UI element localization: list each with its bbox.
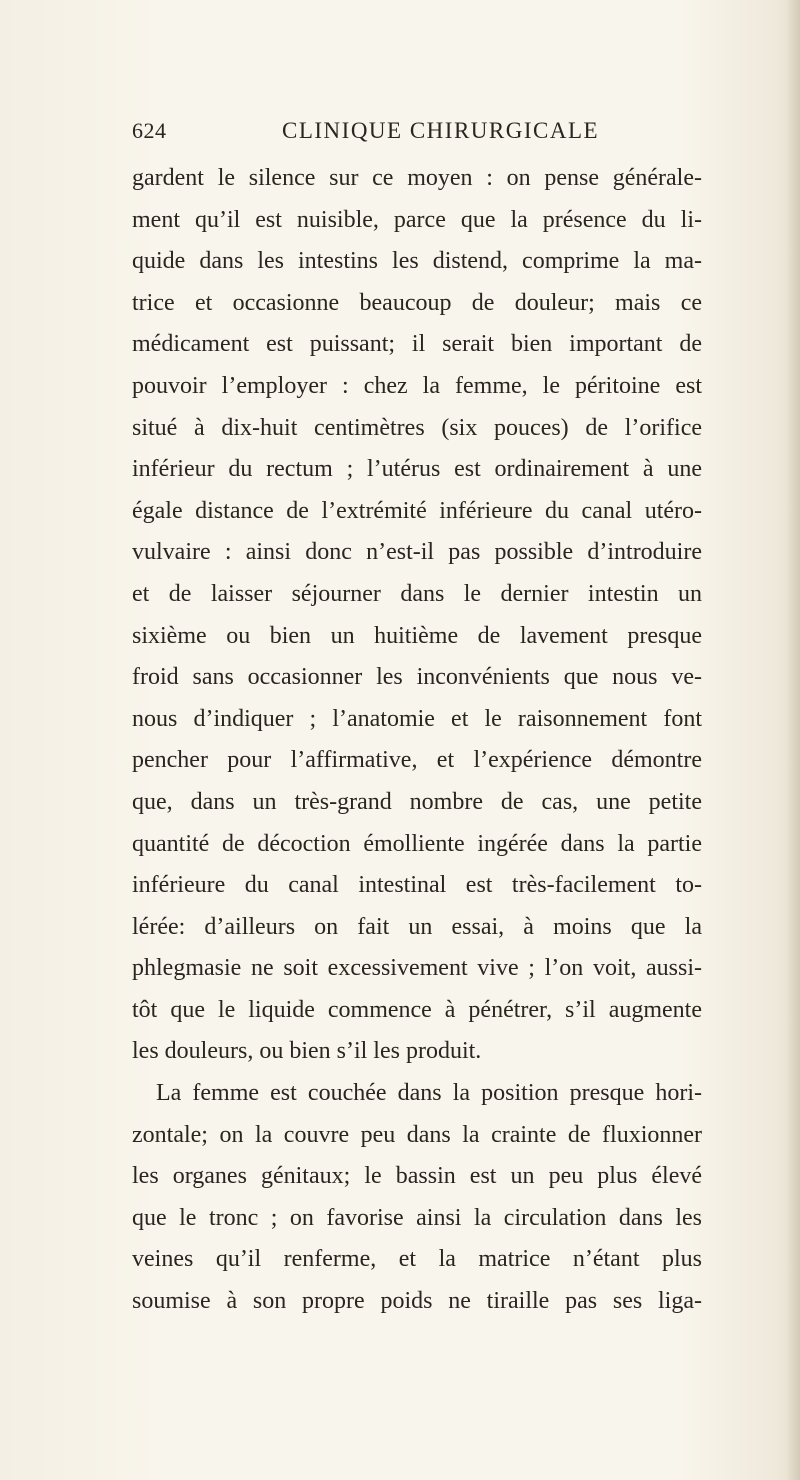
text-line: inférieure du canal intestinal est très-facilement to- <box>132 872 702 899</box>
text-line: sixième ou bien un huitième de lavement presque <box>132 622 702 649</box>
text-line: pencher pour l’affirmative, et l’expérience démontre <box>132 747 702 774</box>
text-line: que, dans un très-grand nombre de cas, une petite <box>132 788 702 815</box>
text-line: nous d’indiquer ; l’anatomie et le raisonnement font <box>132 705 702 732</box>
text-line: froid sans occasionner les inconvénients que nous ve- <box>132 664 702 691</box>
paragraph-start-line: La femme est couchée dans la position presque hori- <box>156 1080 702 1107</box>
text-line: quide dans les intestins les distend, comprime la ma- <box>132 248 702 275</box>
text-line: soumise à son propre poids ne tiraille pas ses liga- <box>132 1288 702 1315</box>
text-line: gardent le silence sur ce moyen : on pense générale- <box>132 165 702 191</box>
page-edge-shadow <box>786 0 800 1480</box>
running-title: CLINIQUE CHIRURGICALE <box>282 118 600 143</box>
text-line: et de laisser séjourner dans le dernier intestin un <box>132 580 702 607</box>
text-line: les organes génitaux; le bassin est un peu plus élevé <box>132 1163 702 1190</box>
text-line: égale distance de l’extrémité inférieure du canal utéro- <box>132 497 702 524</box>
text-line: pouvoir l’employer : chez la femme, le péritoine est <box>132 372 702 399</box>
text-line: inférieur du rectum ; l’utérus est ordinairement à une <box>132 456 702 483</box>
text-line: trice et occasionne beaucoup de douleur; mais ce <box>132 289 702 316</box>
body-text <box>132 158 702 1323</box>
text-line: lérée: d’ailleurs on fait un essai, à moins que la <box>132 913 702 940</box>
page-number: 624 <box>132 118 167 143</box>
text-line: ment qu’il est nuisible, parce que la présence du li- <box>132 206 702 233</box>
text-line: situé à dix-huit centimètres (six pouces) de l’orifice <box>132 414 702 441</box>
paragraph-end-line: les douleurs, ou bien s’il les produit. <box>132 1038 482 1065</box>
text-line: tôt que le liquide commence à pénétrer, s’il augmente <box>132 996 702 1023</box>
text-line: quantité de décoction émolliente ingérée dans la partie <box>132 830 702 857</box>
text-line: que le tronc ; on favorise ainsi la circulation dans les <box>132 1204 702 1231</box>
text-line: veines qu’il renferme, et la matrice n’étant plus <box>132 1246 702 1273</box>
text-line: phlegmasie ne soit excessivement vive ; l’on voit, aussi- <box>132 955 702 982</box>
text-line: médicament est puissant; il serait bien important de <box>132 331 702 358</box>
text-line: zontale; on la couvre peu dans la crainte de fluxionner <box>132 1121 702 1148</box>
page-header <box>132 118 702 152</box>
text-line: vulvaire : ainsi donc n’est-il pas possible d’introduire <box>132 539 702 566</box>
